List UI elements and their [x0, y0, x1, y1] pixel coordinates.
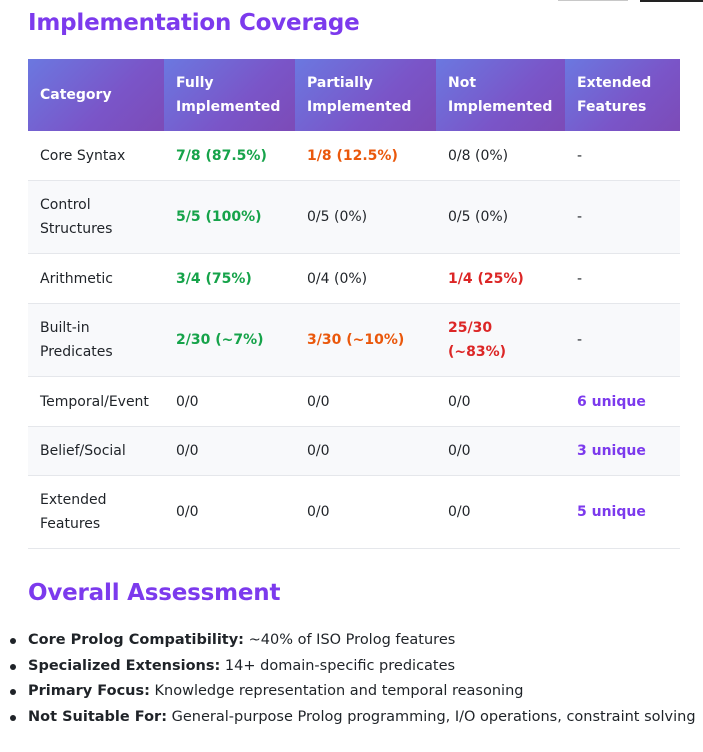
item-label: Core Prolog Compatibility:	[28, 632, 244, 648]
cell-not: 1/4 (25%)	[436, 254, 565, 304]
list-item	[28, 628, 698, 654]
cell-not: 0/5 (0%)	[436, 181, 565, 254]
coverage-table-header	[28, 59, 680, 131]
bullet-icon	[10, 638, 16, 644]
cell-not: 0/8 (0%)	[436, 131, 565, 181]
table-row	[28, 427, 680, 476]
item-label: Not Suitable For:	[28, 708, 167, 725]
bullet-icon	[10, 689, 16, 695]
cell-category: Arithmetic	[28, 254, 164, 304]
table-row	[28, 377, 680, 427]
item-label: Specialized Extensions:	[28, 657, 221, 674]
cell-extended: 3 unique	[565, 427, 680, 476]
cell-fully: 7/8 (87.5%)	[164, 131, 295, 181]
cell-extended: -	[565, 304, 680, 377]
cell-extended: 5 unique	[565, 476, 680, 549]
cell-category: Built-in Predicates	[28, 304, 164, 377]
cell-not: 0/0	[436, 427, 565, 476]
cell-partially: 0/0	[295, 476, 436, 549]
cell-partially: 3/30 (~10%)	[295, 304, 436, 377]
assessment-heading: Overall Assessment	[28, 580, 281, 606]
cell-fully: 0/0	[164, 476, 295, 549]
header-partially-implemented: Partially Implemented	[295, 59, 436, 131]
table-row	[28, 476, 680, 549]
cell-extended: -	[565, 254, 680, 304]
table-row	[28, 304, 680, 377]
cell-partially: 0/4 (0%)	[295, 254, 436, 304]
assessment-list	[28, 628, 698, 730]
cell-partially: 1/8 (12.5%)	[295, 131, 436, 181]
cell-not: 0/0	[436, 377, 565, 427]
table-row	[28, 254, 680, 304]
header-not-implemented: Not Implemented	[436, 59, 565, 131]
header-category: Category	[28, 59, 164, 131]
cell-fully: 0/0	[164, 427, 295, 476]
coverage-table-body	[28, 131, 680, 549]
top-edge-marks	[0, 0, 703, 2]
cell-extended: -	[565, 181, 680, 254]
list-item	[28, 654, 698, 680]
item-label: Primary Focus:	[28, 683, 150, 699]
cell-not: 0/0	[436, 476, 565, 549]
top-edge-bar	[640, 0, 703, 2]
cell-category: Temporal/Event	[28, 377, 164, 427]
top-edge-line	[558, 0, 628, 1]
cell-category: Core Syntax	[28, 131, 164, 181]
item-text: 14+ domain-specific predicates	[220, 657, 456, 674]
item-text: ~40% of ISO Prolog features	[244, 632, 456, 648]
item-text: Knowledge representation and temporal reasoning	[149, 683, 524, 699]
cell-category: Control Structures	[28, 181, 164, 254]
cell-extended: 6 unique	[565, 377, 680, 427]
item-text: General-purpose Prolog programming, I/O operations, constraint solving	[167, 708, 696, 725]
bullet-icon	[10, 715, 16, 721]
cell-fully: 2/30 (~7%)	[164, 304, 295, 377]
header-fully-implemented: Fully Implemented	[164, 59, 295, 131]
cell-fully: 0/0	[164, 377, 295, 427]
coverage-table	[28, 59, 680, 549]
header-extended-features: Extended Features	[565, 59, 680, 131]
cell-partially: 0/0	[295, 427, 436, 476]
header-row	[28, 59, 680, 131]
cell-partially: 0/0	[295, 377, 436, 427]
cell-fully: 3/4 (75%)	[164, 254, 295, 304]
coverage-heading: Implementation Coverage	[28, 10, 360, 36]
cell-category: Extended Features	[28, 476, 164, 549]
list-item	[28, 705, 698, 731]
table-row	[28, 181, 680, 254]
cell-fully: 5/5 (100%)	[164, 181, 295, 254]
cell-partially: 0/5 (0%)	[295, 181, 436, 254]
cell-not: 25/30 (~83%)	[436, 304, 565, 377]
cell-category: Belief/Social	[28, 427, 164, 476]
table-row	[28, 131, 680, 181]
bullet-icon	[10, 664, 16, 670]
list-item	[28, 679, 698, 705]
cell-extended: -	[565, 131, 680, 181]
